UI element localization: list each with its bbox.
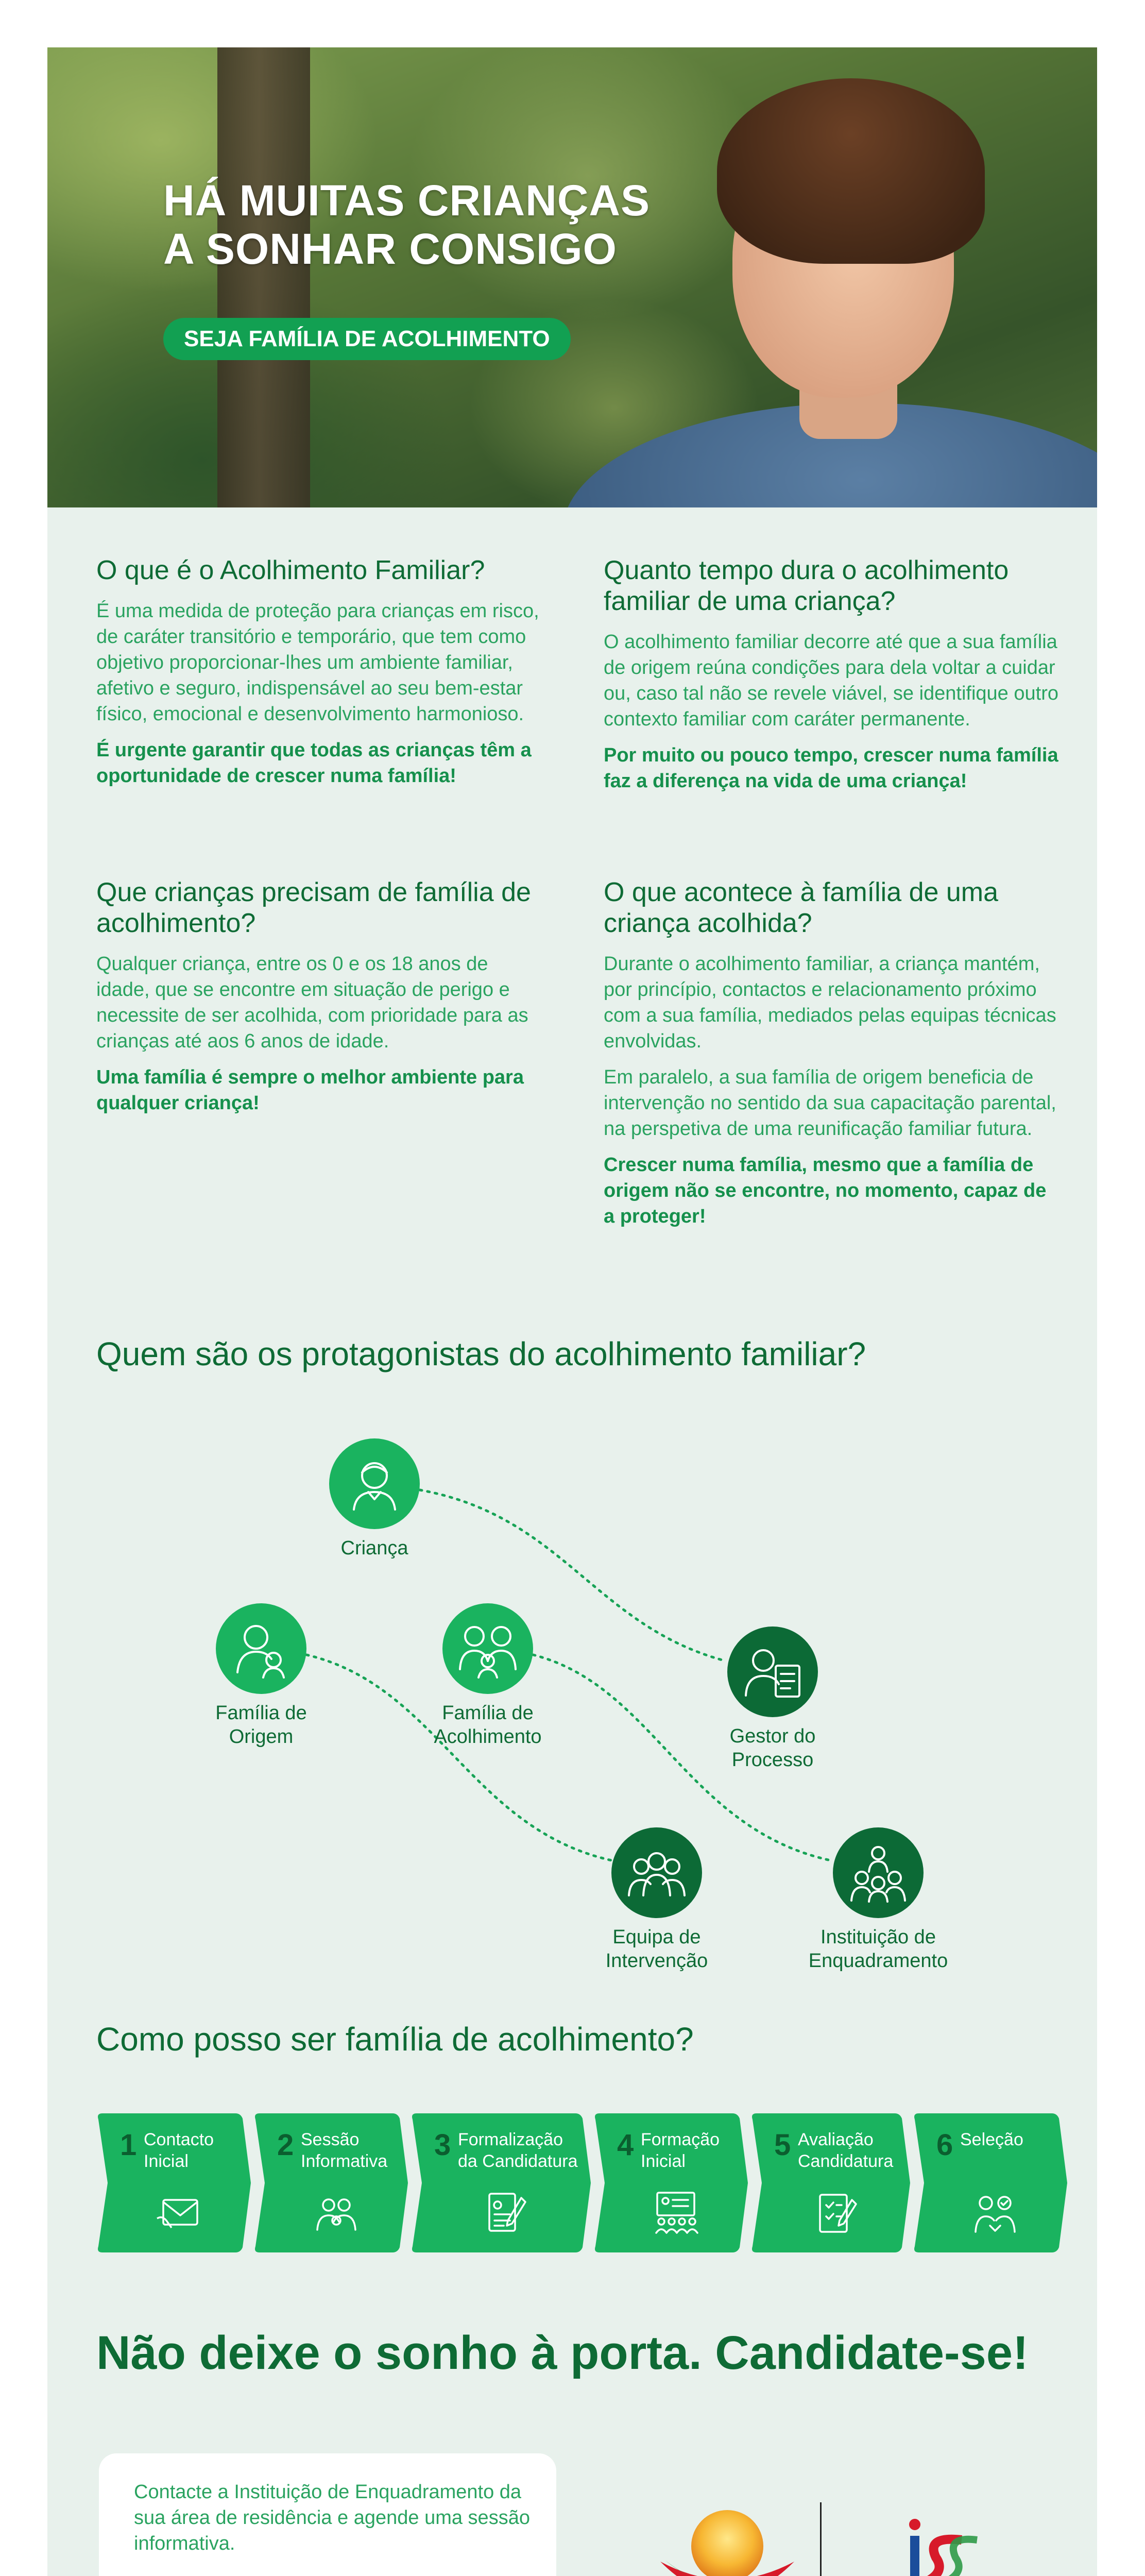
- qa-question: Que crianças precisam de família de acolhimento?: [96, 877, 531, 938]
- contact-text: Contacte a Instituição de Enquadramento da sua área de residência e agende uma sessão informativa.: [134, 2481, 530, 2554]
- training-board-icon: [650, 2190, 702, 2236]
- seguranca-social-logo: [650, 2500, 805, 2576]
- qa-question: Quanto tempo dura o acolhimento familiar de uma criança?: [604, 555, 1009, 616]
- poster: [47, 47, 1097, 2576]
- qa-family-of-origin: O que acontece à família de uma criança acolhida? Durante o acolhimento familiar, a criança mantém, por princípio, contactos e relacionamento próximo com a sua família, mediados pelas equipas técnicas envolvidas. Em paralelo, a sua família de origem beneficia de intervenção no sentido da sua capacitação parental, na perspetiva de uma reunificação familiar futura. Crescer numa família, mesmo que a família de origem não se encontre, no momento, capaz de a proteger!: [604, 877, 1062, 1240]
- people-icon: [310, 2190, 362, 2236]
- steps-title: Como posso ser família de acolhimento?: [96, 2021, 694, 2058]
- qa-question: O que acontece à família de uma criança acolhida?: [604, 877, 999, 938]
- form-pen-icon: [480, 2190, 532, 2236]
- protagonists-title: Quem são os protagonistas do acolhimento familiar?: [96, 1335, 866, 1372]
- hero-badge: SEJA FAMÍLIA DE ACOLHIMENTO: [163, 318, 571, 360]
- hero-title: HÁ MUITAS CRIANÇAS A SONHAR CONSIGO: [163, 176, 651, 273]
- qa-which-children: Que crianças precisam de família de acolhimento? Qualquer criança, entre os 0 e os 18 anos de idade, que se encontre em situação de perigo e necessite de ser acolhida, com prioridade para as crianças até aos 6 anos de idade. Uma família é sempre o melhor ambiente para qualquer criança!: [96, 877, 544, 1126]
- family-icon: [442, 1603, 533, 1694]
- step-6: 6 Seleção: [913, 2113, 1067, 2252]
- manager-document-icon: [727, 1626, 818, 1717]
- step-4: 4 Formação Inicial: [593, 2113, 748, 2252]
- iss-logo: [905, 2515, 982, 2576]
- qa-what-is: O que é o Acolhimento Familiar? É uma medida de proteção para crianças em risco, de caráter transitório e temporário, que tem como objetivo proporcionar-lhes um ambiente familiar, afetivo e seguro, indispensável ao seu bem-estar físico, emocional e desenvolvimento harmonioso. É urgente garantir que todas as crianças têm a oportunidade de crescer numa família!: [96, 555, 544, 799]
- node-label-child: Criança: [340, 1537, 408, 1559]
- step-2: 2 Sessão Informativa: [253, 2113, 408, 2252]
- institution-icon: [833, 1827, 924, 1918]
- logo-divider: [820, 2502, 822, 2576]
- node-label-origin-family: Família de Origem: [215, 1702, 307, 1748]
- step-1: 1 Contacto Inicial: [96, 2113, 251, 2252]
- parent-child-icon: [216, 1603, 306, 1694]
- checklist-icon: [810, 2190, 861, 2236]
- node-label-institution: Instituição de Enquadramento: [808, 1926, 948, 1972]
- node-label-foster-family: Família de Acolhimento: [434, 1702, 542, 1748]
- step-5: 5 Avaliação Candidatura: [750, 2113, 910, 2252]
- child-icon: [329, 1438, 420, 1529]
- qa-duration: Quanto tempo dura o acolhimento familiar de uma criança? O acolhimento familiar decorre até que a sua família de origem reúna condições para dela voltar a cuidar ou, caso tal não se revele viável, se identifique outro contexto familiar com caráter permanente. Por muito ou pouco tempo, crescer numa família faz a diferença na vida de uma criança!: [604, 555, 1062, 804]
- node-label-team: Equipa de Intervenção: [605, 1926, 708, 1972]
- envelope-icon: [153, 2190, 204, 2236]
- step-3: 3 Formalização da Candidatura: [411, 2113, 591, 2252]
- qa-question: O que é o Acolhimento Familiar?: [96, 555, 485, 585]
- selection-people-icon: [969, 2190, 1021, 2236]
- contact-card: [99, 2453, 556, 2576]
- call-to-action: Não deixe o sonho à porta. Candidate-se!: [96, 2327, 1029, 2379]
- node-label-manager: Gestor do Processo: [729, 1725, 816, 1771]
- team-icon: [611, 1827, 702, 1918]
